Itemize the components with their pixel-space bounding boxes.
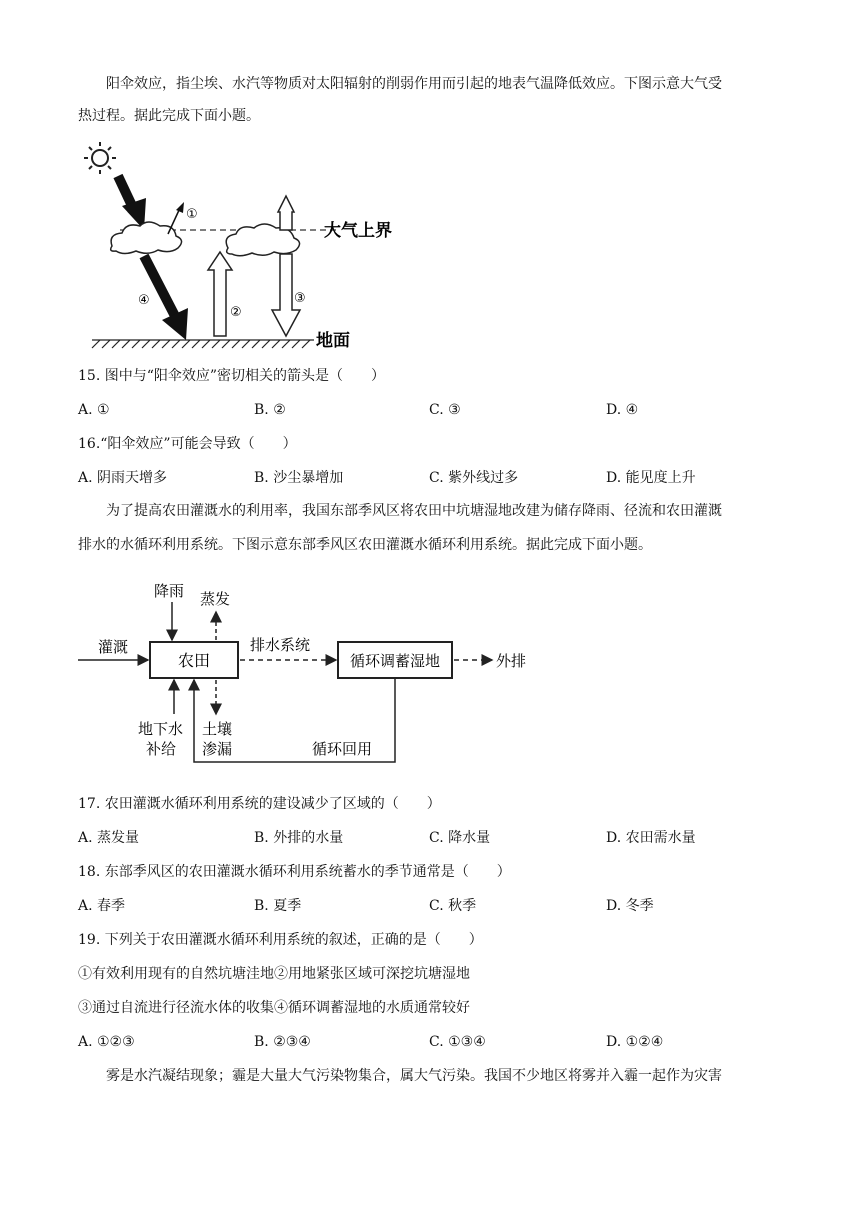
intro-paragraph-1-cont (78, 102, 786, 130)
question-18-stem: 18. 东部季风区的农田灌溉水循环利用系统蓄水的季节通常是（ ） (78, 864, 511, 880)
groundwater-label-1: 地下水 (138, 720, 184, 738)
q19-option-b[interactable]: B. ②③④ (254, 1034, 311, 1050)
q16-option-a[interactable]: A. 阴雨天增多 (78, 470, 168, 486)
q16-option-c[interactable]: C. 紫外线过多 (429, 470, 519, 486)
groundwater-label-2: 补给 (146, 740, 177, 758)
wetland-label: 循环调蓄湿地 (349, 652, 441, 670)
q19-option-d[interactable]: D. ①②④ (606, 1034, 664, 1050)
q18-option-b[interactable]: B. 夏季 (254, 898, 302, 914)
question-16-stem: 16.“阳伞效应”可能会导致（ ） (78, 436, 297, 452)
intro-1-line-1: 阳伞效应，指尘埃、水汽等物质对太阳辐射的削弱作用而引起的地表气温降低效应。下图示意大气受 (106, 76, 722, 92)
q17-option-a[interactable]: A. 蒸发量 (78, 830, 140, 846)
seepage-label-2: 渗漏 (202, 740, 233, 758)
ground-hatch (92, 340, 314, 348)
question-17-stem: 17. 农田灌溉水循环利用系统的建设减少了区域的（ ） (78, 796, 441, 812)
question-16-options (78, 468, 786, 488)
atmosphere-heating-figure (82, 138, 412, 358)
intro-2-line-1: 为了提高农田灌溉水的利用率，我国东部季风区将农田中坑塘湿地改建为储存降雨、径流和农田灌溉 (106, 503, 722, 519)
question-17-options (78, 828, 786, 848)
ground-label: 地面 (316, 331, 350, 351)
sun-icon (84, 142, 116, 174)
q19-option-c[interactable]: C. ①③④ (429, 1034, 486, 1050)
seepage-label-1: 土壤 (202, 720, 233, 738)
intro-2-line-2: 排水的水循环利用系统。下图示意东部季风区农田灌溉水循环利用系统。据此完成下面小题。 (78, 537, 652, 553)
arrow-1 (168, 202, 184, 234)
intro-3-line-1: 雾是水汽凝结现象；霾是大量大气污染物集合，属大气污染。我国不少地区将雾并入霾一起作为灾害 (106, 1068, 722, 1084)
arrow-3 (272, 196, 300, 336)
evap-label: 蒸发 (200, 590, 231, 608)
question-15-stem: 15. 图中与“阳伞效应”密切相关的箭头是（ ） (78, 368, 386, 384)
q17-option-d[interactable]: D. 农田需水量 (606, 830, 696, 846)
irrigation-recycle-figure (76, 574, 540, 774)
rain-label: 降雨 (154, 582, 185, 600)
irrigation-label: 灌溉 (98, 638, 129, 656)
q19-statement-line-2: ③通过自流进行径流水体的收集④循环调蓄湿地的水质通常较好 (78, 1000, 470, 1016)
solar-radiation-arrow (118, 176, 146, 230)
arrow-2 (208, 252, 232, 336)
q16-option-b[interactable]: B. 沙尘暴增加 (254, 470, 344, 486)
q17-option-c[interactable]: C. 降水量 (429, 830, 491, 846)
intro-paragraph-3 (78, 1062, 786, 1090)
arrow-1-label: ① (186, 207, 198, 222)
arrow-3-label: ③ (294, 291, 306, 306)
drainage-label: 排水系统 (250, 636, 311, 654)
q15-option-b[interactable]: B. ② (254, 402, 286, 418)
recycle-label: 循环回用 (312, 740, 373, 758)
q15-option-c[interactable]: C. ③ (429, 402, 461, 418)
intro-paragraph-2-cont (78, 531, 786, 559)
intro-paragraph-2 (78, 497, 786, 525)
q16-option-d[interactable]: D. 能见度上升 (606, 470, 696, 486)
q17-option-b[interactable]: B. 外排的水量 (254, 830, 344, 846)
arrow-4-label: ④ (138, 293, 150, 308)
intro-1-line-2: 热过程。据此完成下面小题。 (78, 108, 260, 124)
question-18-options (78, 896, 786, 916)
q18-option-d[interactable]: D. 冬季 (606, 898, 654, 914)
q19-option-a[interactable]: A. ①②③ (78, 1034, 135, 1050)
outflow-label: 外排 (496, 652, 527, 670)
intro-paragraph-1 (78, 70, 786, 98)
atmosphere-top-label: 大气上界 (324, 221, 392, 241)
arrow-4 (144, 256, 188, 340)
question-19-stem: 19. 下列关于农田灌溉水循环利用系统的叙述，正确的是（ ） (78, 932, 483, 948)
question-19-options (78, 1032, 786, 1052)
farmland-label: 农田 (177, 651, 211, 670)
q19-statement-line-1: ①有效利用现有的自然坑塘洼地②用地紧张区域可深挖坑塘湿地 (78, 966, 470, 982)
question-15-options (78, 400, 786, 420)
q15-option-d[interactable]: D. ④ (606, 402, 639, 418)
q18-option-a[interactable]: A. 春季 (78, 898, 126, 914)
arrow-2-label: ② (230, 305, 242, 320)
q18-option-c[interactable]: C. 秋季 (429, 898, 477, 914)
q15-option-a[interactable]: A. ① (78, 402, 110, 418)
